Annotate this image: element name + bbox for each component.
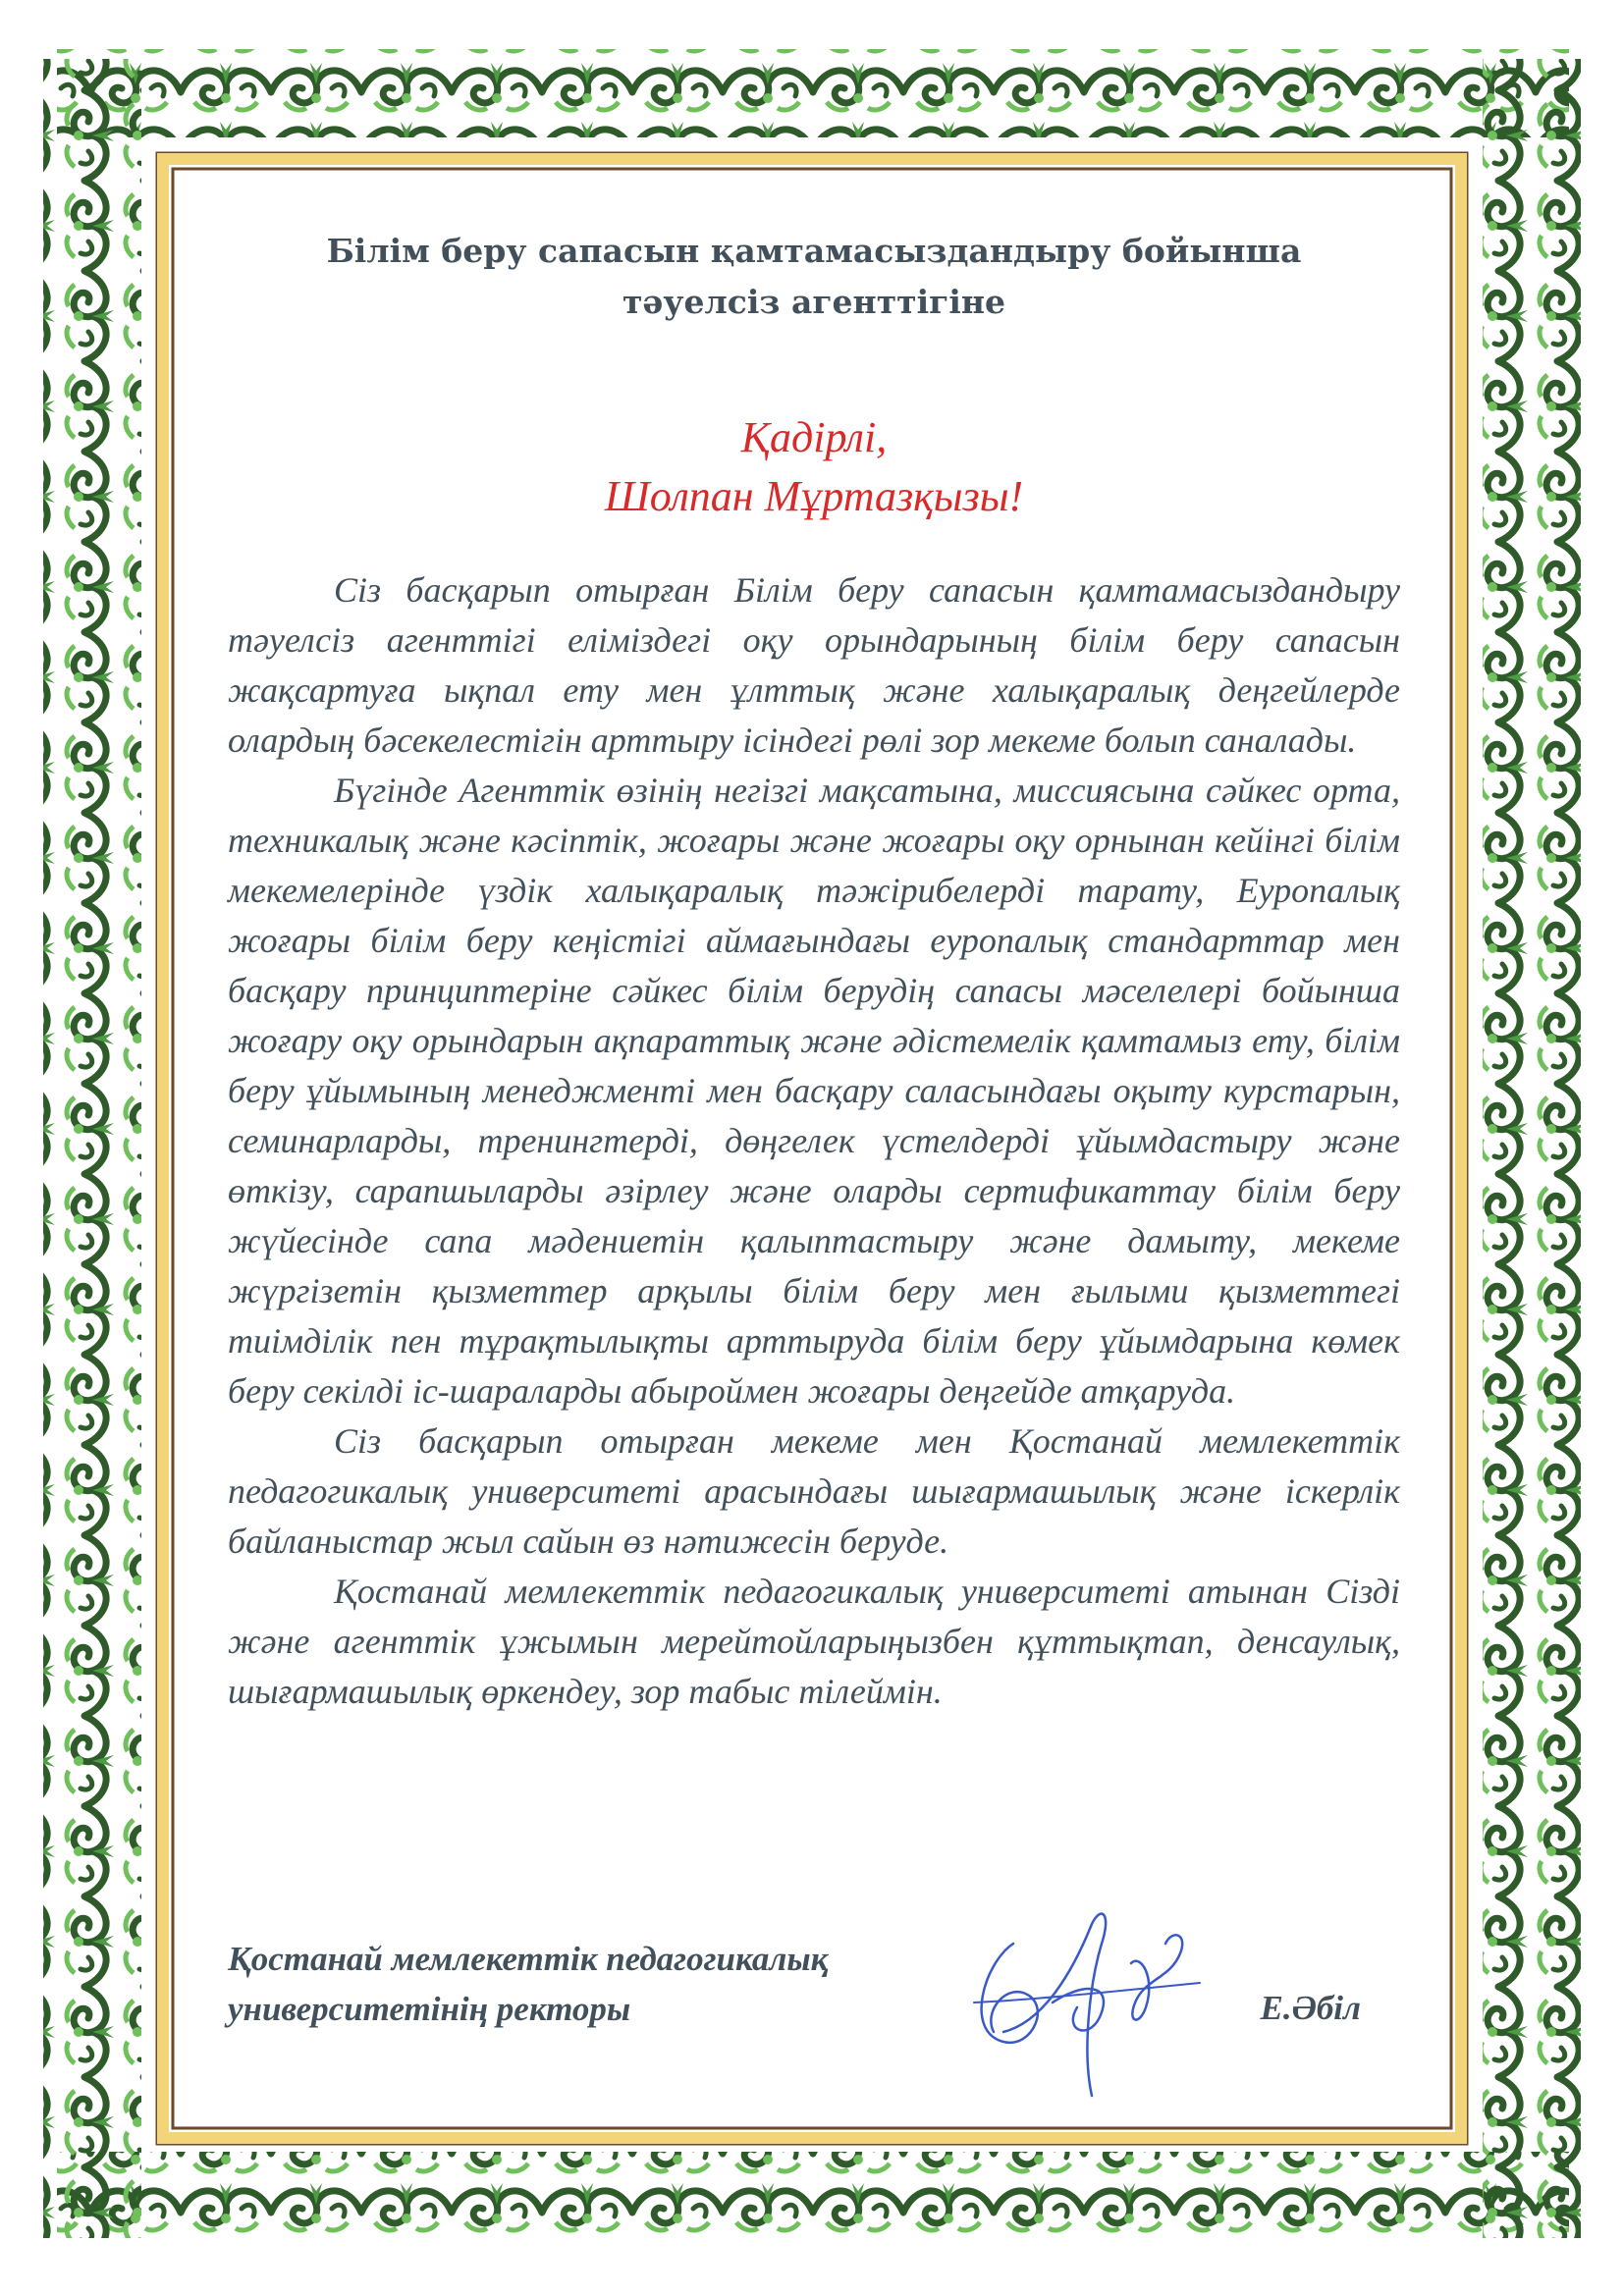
paragraph-1: Сіз басқарып отырған Білім беру сапасын қамтамасыздандыру тәуелсіз агенттігі еліміздегі оқу орындарының білім беру сапасын жақсартуға ықпал ету мен ұлттық және халықаралық деңгейлерде олардың бәсекелестігін арттыру ісіндегі рөлі зор мекеме болып саналады. <box>228 570 1400 760</box>
signatory-title <box>228 1934 828 2034</box>
salutation-line-2: Шолпан Мұртазқызы! <box>604 472 1024 520</box>
salutation <box>228 408 1400 526</box>
paragraph-3: Сіз басқарып отырған мекеме мен Қостанай мемлекеттік педагогикалық университеті арасындағы шығармашылық және іскерлік байланыстар жыл сайын өз нәтижесін беруде. <box>228 1421 1400 1561</box>
handwritten-signature-icon <box>945 1885 1239 2110</box>
paragraph-2: Бүгінде Агенттік өзінің негізгі мақсатына, миссиясына сәйкес орта, техникалық және кәсіптік, жоғары және жоғары оқу орнынан кейінгі білім мекемелерінде үздік халықаралық тәжірибелерді тарату, Еуропалық жоғары білім беру кеңістігі аймағындағы еуропалық стандарттар мен басқару принциптеріне сәйкес білім берудің сапасы мәселелері бойынша жоғару оқу орындарын ақпараттық және әдістемелік қамтамыз ету, білім беру ұйымының менеджменті мен басқару саласындағы оқыту курстарын, семинарларды, тренингтерді, дөңгелек үстелдерді ұйымдастыру және өткізу, сарапшыларды әзірлеу және оларды сертификаттау білім беру жүйесінде сапа мәдениетін қалыптастыру және дамыту, мекеме жүргізетін қызметтер арқылы білім беру мен ғылыми қызметтегі тиімділік пен тұрақтылықты арттыруда білім беру ұйымдарына көмек беру секілді іс-шараларды абыроймен жоғары деңгейде атқаруда. <box>228 771 1400 1411</box>
addressee-line-1: Білім беру сапасын қамтамасыздандыру бойынша <box>326 232 1302 270</box>
letter-body <box>228 565 1400 1717</box>
addressee-line-2: тәуелсіз агенттігіне <box>622 283 1006 321</box>
salutation-line-1: Қадірлі, <box>740 413 888 461</box>
letter-content <box>228 226 1400 2091</box>
signatory-title-line-2: университетінің ректоры <box>228 1990 631 2028</box>
addressee <box>228 226 1400 328</box>
signatory-title-line-1: Қостанай мемлекеттік педагогикалық <box>228 1940 829 1978</box>
signature-block <box>228 1934 1400 2130</box>
paragraph-4: Қостанай мемлекеттік педагогикалық университеті атынан Сізді және агенттік ұжымын мерейтойларыңызбен құттықтап, денсаулық, шығармашылық өркендеу, зор табыс тілеймін. <box>228 1572 1400 1711</box>
signatory-name: Е.Әбіл <box>1260 1989 1361 2027</box>
